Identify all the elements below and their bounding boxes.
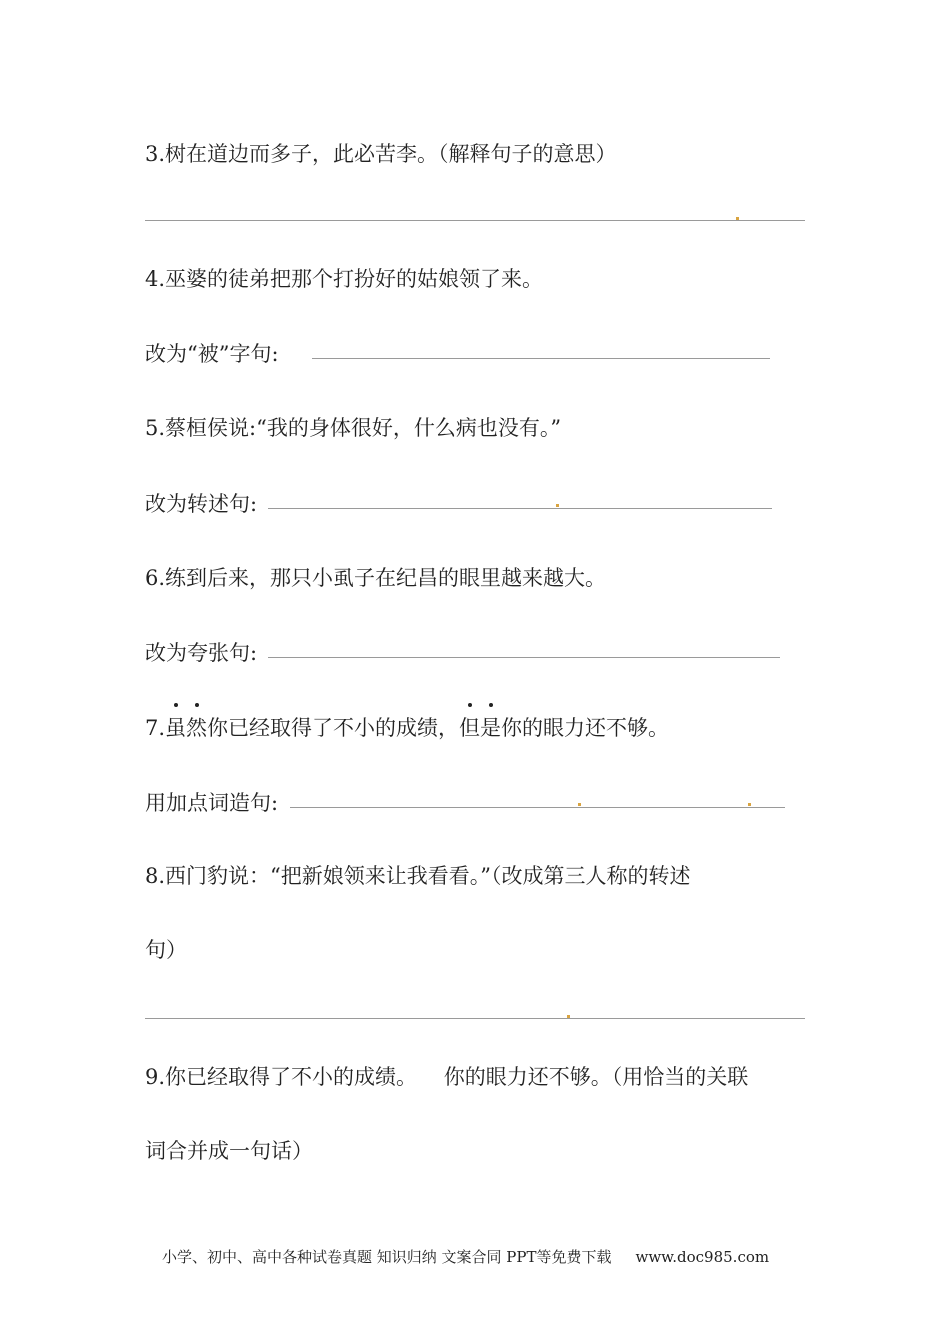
emphasized-char: 但 [459,712,480,742]
question-8-line-2: 句） [145,938,187,962]
prompt-6: 改为夸张句: [145,641,258,665]
answer-line-4[interactable] [312,358,770,359]
question-8-line-1: 8.西门豹说：“把新娘领来让我看看。”（改成第三人称的转述 [145,864,691,888]
answer-line-7[interactable] [290,807,785,808]
question-6: 6.练到后来，那只小虱子在纪昌的眼里越来越大。 [145,566,607,590]
prompt-4: 改为“被”字句: [145,342,279,366]
mark-dot [567,1015,570,1018]
emphasized-char: 虽 [165,712,186,742]
mark-dot [736,217,739,220]
answer-line-5[interactable] [268,508,772,509]
mark-dot [578,803,581,806]
question-7-end: 你的眼力还不够。 [501,716,670,740]
mark-dot [748,803,751,806]
question-9-line-1: 9.你已经取得了不小的成绩。 你的眼力还不够。（用恰当的关联 [145,1065,749,1089]
mark-dot [556,504,559,507]
question-7 [145,712,669,742]
emphasized-char: 是 [480,712,501,742]
answer-line-6[interactable] [268,657,780,658]
footer-url[interactable]: www.doc985.com [635,1248,770,1266]
prompt-7: 用加点词造句: [145,791,279,815]
question-9-line-2: 词合并成一句话） [145,1139,313,1163]
question-7-middle: 你已经取得了不小的成绩， [207,716,460,740]
footer-text: 小学、初中、高中各种试卷真题 知识归纳 文案合同 PPT等免费下载 [162,1248,612,1266]
footer [162,1246,769,1267]
answer-line-3[interactable] [145,220,805,221]
answer-line-8[interactable] [145,1018,805,1019]
question-7-number: 7. [145,716,166,740]
question-4: 4.巫婆的徒弟把那个打扮好的姑娘领了来。 [145,267,544,291]
question-5: 5.蔡桓侯说:“我的身体很好，什么病也没有。” [145,416,562,440]
question-3: 3.树在道边而多子，此必苦李。（解释句子的意思） [145,142,617,166]
emphasized-char: 然 [186,712,207,742]
prompt-5: 改为转述句: [145,492,258,516]
